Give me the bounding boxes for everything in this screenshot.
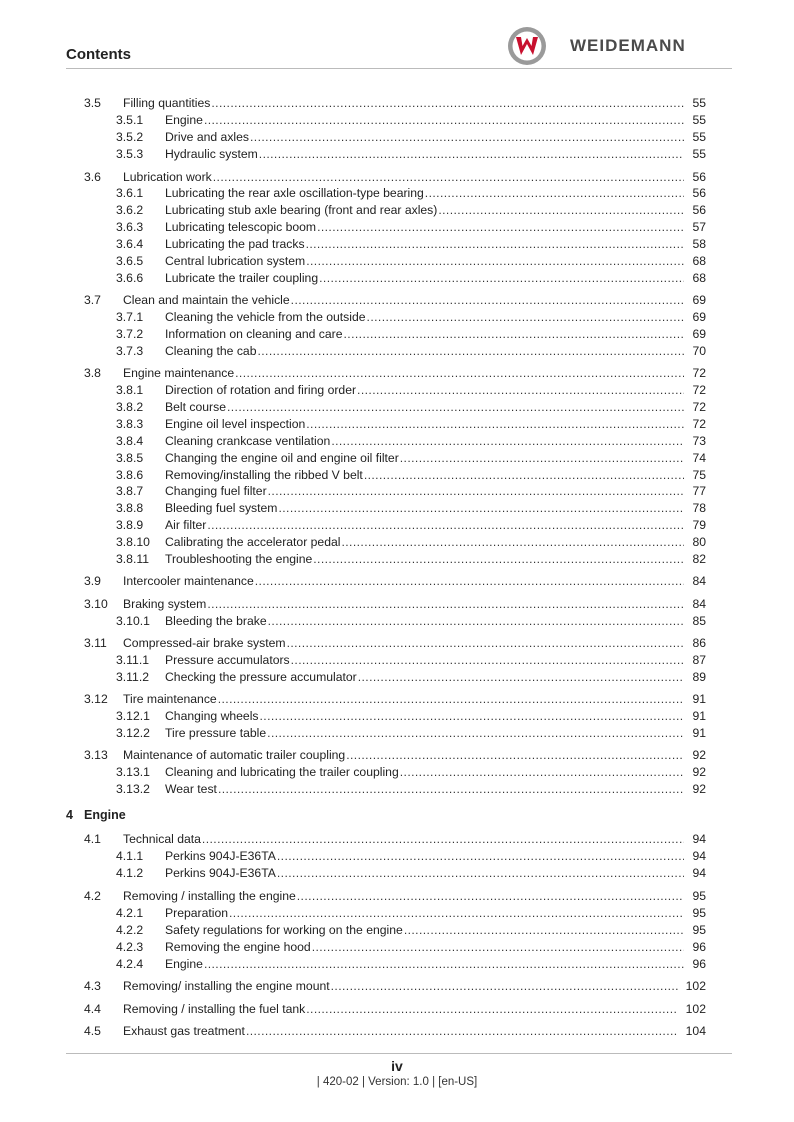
dot-leader: [278, 500, 684, 516]
toc-entry-number: 3.8.9: [116, 518, 144, 532]
chapter-number: 4: [66, 808, 73, 822]
toc-entry-number: 3.10.1: [116, 614, 150, 628]
toc-entry-page: 72: [692, 400, 706, 414]
page-title: Contents: [66, 46, 131, 63]
toc-entry-number: 4.1: [84, 832, 101, 846]
toc-entry-title: Direction of rotation and firing order: [165, 383, 357, 397]
dot-leader: [313, 551, 684, 567]
toc-entry-page: 92: [692, 748, 706, 762]
toc-entry-page: 70: [692, 344, 706, 358]
brand-name: WEIDEMANN: [570, 36, 686, 55]
toc-entry-title: Engine: [165, 957, 203, 971]
toc-entry-title: Tire maintenance: [123, 692, 217, 706]
toc-entry-number: 3.8.7: [116, 484, 144, 498]
dot-leader: [306, 236, 684, 252]
dot-leader: [331, 978, 678, 994]
dot-leader: [344, 326, 684, 342]
toc-entry-title: Removing / installing the fuel tank: [123, 1002, 306, 1016]
toc-entry-title: Central lubrication system: [165, 254, 306, 268]
dot-leader: [227, 399, 684, 415]
toc-entry-title: Technical data: [123, 832, 201, 846]
toc-entry-title: Removing/ installing the engine mount: [123, 979, 330, 993]
dot-leader: [400, 450, 684, 466]
toc-entry-page: 73: [692, 434, 706, 448]
toc-entry-title: Lubricating telescopic boom: [165, 220, 317, 234]
toc-entry-page: 74: [692, 451, 706, 465]
toc-entry-number: 3.10: [84, 597, 108, 611]
dot-leader: [277, 865, 684, 881]
dot-leader: [346, 747, 684, 763]
chapter-title[interactable]: Engine: [84, 808, 126, 822]
toc-entry-number: 3.9: [84, 574, 101, 588]
toc-entry-number: 3.6.1: [116, 186, 144, 200]
toc-entry-page: 56: [692, 203, 706, 217]
toc-entry-number: 3.5.3: [116, 147, 144, 161]
toc-entry-page: 56: [692, 186, 706, 200]
toc-entry-page: 68: [692, 254, 706, 268]
toc-entry-title: Engine oil level inspection: [165, 417, 306, 431]
toc-entry-number: 3.13.1: [116, 765, 150, 779]
toc-entry-number: 3.7.1: [116, 310, 144, 324]
toc-entry-page: 96: [692, 940, 706, 954]
toc-entry-title: Lubricating the rear axle oscillation-type bearing: [165, 186, 424, 200]
toc-entry-title: Preparation: [165, 906, 229, 920]
toc-entry-number: 3.11.2: [116, 670, 149, 684]
toc-entry-number: 3.8.2: [116, 400, 144, 414]
toc-entry-title: Perkins 904J-E36TA: [165, 849, 276, 863]
toc-entry-number: 4.1.1: [116, 849, 144, 863]
toc-entry-number: 3.8.11: [116, 552, 149, 566]
dot-leader: [364, 467, 684, 483]
toc-entry-page: 55: [692, 147, 706, 161]
toc-entry-page: 87: [692, 653, 706, 667]
toc-entry-number: 3.8.10: [116, 535, 150, 549]
toc-entry-title: Calibrating the accelerator pedal: [165, 535, 341, 549]
toc-entry-number: 4.4: [84, 1002, 101, 1016]
toc-entry-page: 84: [692, 574, 706, 588]
toc-entry-title: Removing/installing the ribbed V belt: [165, 468, 363, 482]
toc-entry-page: 94: [692, 832, 706, 846]
dot-leader: [268, 613, 684, 629]
toc-entry-number: 4.5: [84, 1024, 101, 1038]
dot-leader: [277, 848, 684, 864]
dot-leader: [218, 691, 684, 707]
toc-entry-page: 91: [692, 709, 706, 723]
toc-entry-title: Wear test: [165, 782, 217, 796]
toc-entry-page: 78: [692, 501, 706, 515]
toc-entry-title: Cleaning crankcase ventilation: [165, 434, 331, 448]
toc-entry-page: 89: [692, 670, 706, 684]
dot-leader: [202, 831, 684, 847]
toc-entry-page: 72: [692, 417, 706, 431]
toc-entry-page: 91: [692, 692, 706, 706]
toc-entry-number: 3.11: [84, 636, 107, 650]
toc-entry-number: 4.2.3: [116, 940, 144, 954]
toc-entry-number: 3.8.1: [116, 383, 144, 397]
toc-entry-number: 3.13.2: [116, 782, 150, 796]
toc-entry-number: 3.7.2: [116, 327, 144, 341]
dot-leader: [259, 146, 684, 162]
toc-entry-number: 4.2.1: [116, 906, 144, 920]
dot-leader: [291, 292, 684, 308]
dot-leader: [306, 416, 684, 432]
toc-entry-title: Perkins 904J-E36TA: [165, 866, 276, 880]
dot-leader: [204, 956, 684, 972]
dot-leader: [207, 517, 684, 533]
dot-leader: [204, 112, 684, 128]
toc-entry-number: 4.2.4: [116, 957, 144, 971]
dot-leader: [317, 219, 684, 235]
dot-leader: [211, 95, 684, 111]
toc-entry-title: Lubricating the pad tracks: [165, 237, 305, 251]
toc-entry-page: 72: [692, 366, 706, 380]
toc-entry-page: 55: [692, 130, 706, 144]
toc-entry-title: Drive and axles: [165, 130, 249, 144]
toc-entry-title: Belt course: [165, 400, 226, 414]
toc-entry-title: Air filter: [165, 518, 207, 532]
dot-leader: [213, 169, 684, 185]
toc-entry-number: 3.6.3: [116, 220, 144, 234]
dot-leader: [400, 764, 684, 780]
toc-entry-title: Engine maintenance: [123, 366, 235, 380]
toc-entry-page: 95: [692, 889, 706, 903]
dot-leader: [218, 781, 684, 797]
toc-entry-page: 92: [692, 782, 706, 796]
dot-leader: [306, 253, 684, 269]
dot-leader: [341, 534, 684, 550]
toc-entry-page: 92: [692, 765, 706, 779]
toc-entry-page: 94: [692, 849, 706, 863]
toc-entry-title: Maintenance of automatic trailer coupling: [123, 748, 346, 762]
toc-entry-title: Tire pressure table: [165, 726, 267, 740]
dot-leader: [357, 382, 684, 398]
toc-entry-title: Lubricate the trailer coupling: [165, 271, 319, 285]
toc-entry-number: 3.8: [84, 366, 101, 380]
toc-entry-number: 4.2: [84, 889, 101, 903]
toc-entry-page: 102: [685, 1002, 706, 1016]
toc-entry-page: 96: [692, 957, 706, 971]
toc-entry-number: 3.8.3: [116, 417, 144, 431]
toc-entry-page: 85: [692, 614, 706, 628]
toc-entry-title: Hydraulic system: [165, 147, 258, 161]
dot-leader: [267, 725, 684, 741]
toc-entry-title: Filling quantities: [123, 96, 211, 110]
dot-leader: [229, 905, 684, 921]
dot-leader: [260, 708, 684, 724]
toc-entry-number: 3.8.6: [116, 468, 144, 482]
toc-entry-page: 102: [685, 979, 706, 993]
dot-leader: [319, 270, 684, 286]
dot-leader: [312, 939, 684, 955]
dot-leader: [358, 669, 684, 685]
dot-leader: [297, 888, 684, 904]
toc-entry-title: Changing fuel filter: [165, 484, 267, 498]
toc-entry-title: Lubricating stub axle bearing (front and rear axles): [165, 203, 438, 217]
toc-entry-page: 69: [692, 327, 706, 341]
toc-entry-number: 3.12.1: [116, 709, 150, 723]
toc-entry-number: 3.5.2: [116, 130, 144, 144]
toc-entry-number: 3.7: [84, 293, 101, 307]
toc-entry-number: 4.1.2: [116, 866, 144, 880]
dot-leader: [291, 652, 684, 668]
toc-entry-title: Changing the engine oil and engine oil filter: [165, 451, 399, 465]
toc-entry-page: 56: [692, 170, 706, 184]
toc-entry-title: Bleeding the brake: [165, 614, 267, 628]
toc-entry-title: Lubrication work: [123, 170, 212, 184]
toc-entry-number: 3.6.4: [116, 237, 144, 251]
toc-entry-title: Intercooler maintenance: [123, 574, 254, 588]
toc-entry-title: Cleaning the cab: [165, 344, 257, 358]
toc-entry-title: Checking the pressure accumulator: [165, 670, 357, 684]
toc-entry-number: 3.13: [84, 748, 108, 762]
toc-entry-page: 77: [692, 484, 706, 498]
toc-entry-page: 94: [692, 866, 706, 880]
toc-entry-page: 86: [692, 636, 706, 650]
toc-entry-number: 3.5.1: [116, 113, 144, 127]
toc-entry-title: Cleaning and lubricating the trailer coupling: [165, 765, 399, 779]
dot-leader: [235, 365, 684, 381]
toc-entry-page: 55: [692, 96, 706, 110]
toc-entry-number: 3.6.5: [116, 254, 144, 268]
toc-entry-number: 3.8.5: [116, 451, 144, 465]
dot-leader: [257, 343, 684, 359]
toc-entry-number: 3.6.2: [116, 203, 144, 217]
toc-entry-page: 82: [692, 552, 706, 566]
toc-entry-title: Information on cleaning and care: [165, 327, 343, 341]
toc-entry-title: Cleaning the vehicle from the outside: [165, 310, 366, 324]
page-number: iv: [391, 1058, 403, 1074]
toc-entry-title: Removing the engine hood: [165, 940, 311, 954]
toc-entry-number: 4.2.2: [116, 923, 144, 937]
toc-entry-page: 69: [692, 310, 706, 324]
toc-entry-number: 4.3: [84, 979, 101, 993]
toc-entry-title: Bleeding fuel system: [165, 501, 278, 515]
toc-entry-title: Troubleshooting the engine: [165, 552, 313, 566]
toc-entry-title: Engine: [165, 113, 203, 127]
dot-leader: [367, 309, 684, 325]
toc-entry-page: 79: [692, 518, 706, 532]
toc-entry-title: Pressure accumulators: [165, 653, 290, 667]
dot-leader: [250, 129, 684, 145]
toc-entry-page: 58: [692, 237, 706, 251]
dot-leader: [404, 922, 684, 938]
toc-entry-page: 68: [692, 271, 706, 285]
toc-entry-title: Compressed-air brake system: [123, 636, 286, 650]
toc-entry-number: 3.8.8: [116, 501, 144, 515]
toc-entry-title: Changing wheels: [165, 709, 259, 723]
toc-entry-page: 69: [692, 293, 706, 307]
dot-leader: [438, 202, 684, 218]
toc-entry-page: 104: [685, 1024, 706, 1038]
toc-entry-title: Safety regulations for working on the engine: [165, 923, 403, 937]
dot-leader: [246, 1023, 678, 1039]
toc-entry-page: 95: [692, 906, 706, 920]
dot-leader: [255, 573, 684, 589]
toc-entry-page: 95: [692, 923, 706, 937]
toc-entry-title: Removing / installing the engine: [123, 889, 296, 903]
dot-leader: [331, 433, 684, 449]
toc-entry-page: 91: [692, 726, 706, 740]
toc-entry-number: 3.11.1: [116, 653, 149, 667]
toc-entry-number: 3.6: [84, 170, 101, 184]
dot-leader: [425, 185, 684, 201]
toc-entry-page: 72: [692, 383, 706, 397]
toc-entry-number: 3.5: [84, 96, 101, 110]
toc-entry-title: Clean and maintain the vehicle: [123, 293, 290, 307]
toc-entry-page: 84: [692, 597, 706, 611]
dot-leader: [268, 483, 684, 499]
toc-entry-number: 3.12.2: [116, 726, 150, 740]
footer-divider: [66, 1053, 732, 1054]
toc-entry-page: 80: [692, 535, 706, 549]
toc-entry-number: 3.12: [84, 692, 108, 706]
version-info: | 420-02 | Version: 1.0 | [en-US]: [316, 1076, 478, 1088]
toc-entry-title: Exhaust gas treatment: [123, 1024, 245, 1038]
dot-leader: [306, 1001, 678, 1017]
toc-entry-page: 75: [692, 468, 706, 482]
toc-entry-number: 3.8.4: [116, 434, 144, 448]
toc-entry-number: 3.7.3: [116, 344, 144, 358]
toc-entry-title: Braking system: [123, 597, 207, 611]
toc-entry-page: 55: [692, 113, 706, 127]
toc-entry-page: 57: [692, 220, 706, 234]
dot-leader: [207, 596, 684, 612]
dot-leader: [287, 635, 684, 651]
toc-entry-number: 3.6.6: [116, 271, 144, 285]
